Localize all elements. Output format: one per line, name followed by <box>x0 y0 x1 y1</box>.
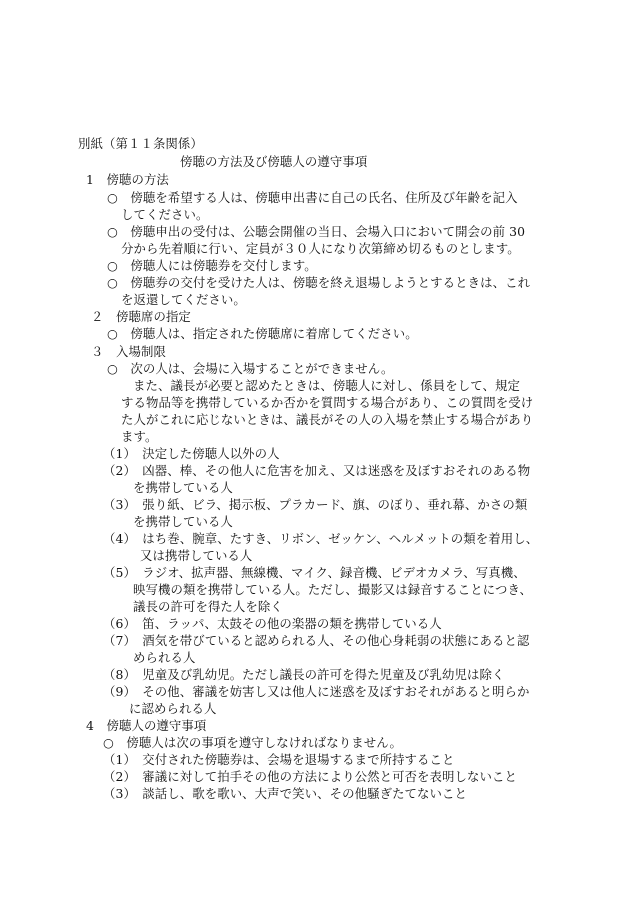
section-heading: 4 傍聴人の遵守事項 <box>86 718 207 733</box>
list-item-continuation: 映写機の類を携帯している人。ただし、撮影又は録音することにつき、 <box>133 582 532 597</box>
list-item-continuation: 又は携帯している人 <box>140 548 253 563</box>
list-item: （6） 笛、ラッパ、太鼓その他の楽器の類を携帯している人 <box>103 616 442 631</box>
body-line: ○ 傍聴人は、指定された傍聴席に着席してください。 <box>107 326 418 341</box>
list-item-continuation: を携帯している人 <box>133 480 233 495</box>
body-line: してください。 <box>121 207 209 222</box>
body-line: ○ 傍聴申出の受付は、公聴会開催の当日、会場入口において開会の前 30 <box>107 224 526 239</box>
body-line: ○ 傍聴券の交付を受けた人は、傍聴を終え退場しようとするときは、これ <box>107 275 531 290</box>
body-line: を返還してください。 <box>121 292 246 307</box>
list-item: （2） 審議に対して拍手その他の方法により公然と可否を表明しないこと <box>103 769 517 784</box>
list-item: （1） 決定した傍聴人以外の人 <box>103 446 280 461</box>
section-heading: ３ 入場制限 <box>91 344 166 359</box>
document-title: 傍聴の方法及び傍聴人の遵守事項 <box>180 154 368 169</box>
body-line: 分から先着順に行い、定員が３０人になり次第締め切るものとします。 <box>121 241 520 256</box>
attachment-label: 別紙（第１１条関係） <box>78 136 203 151</box>
list-item: （8） 児童及び乳幼児。ただし議長の許可を得た児童及び乳幼児は除く <box>103 667 505 682</box>
section-heading: ２ 傍聴席の指定 <box>91 309 191 324</box>
list-item: （4） はち巻、腕章、たすき、リボン、ゼッケン、ヘルメットの類を着用し、 <box>103 531 539 546</box>
body-line: ○ 傍聴人は次の事項を遵守しなければなりません。 <box>103 735 402 750</box>
body-line: ○ 傍聴人には傍聴券を交付します。 <box>107 258 317 273</box>
list-item: （9） その他、審議を妨害し又は他人に迷惑を及ぼすおそれがあると明らか <box>103 684 530 699</box>
list-item: （5） ラジオ、拡声器、無線機、マイク、録音機、ビデオカメラ、写真機、 <box>103 565 526 580</box>
list-item-continuation: に認められる人 <box>129 701 217 716</box>
body-line: ます。 <box>121 429 158 444</box>
list-item-continuation: 議長の許可を得た人を除く <box>133 599 283 614</box>
list-item-continuation: を携帯している人 <box>133 514 233 529</box>
body-line: する物品等を携帯しているか否かを質問する場合があり、この質問を受け <box>121 395 534 410</box>
body-line: また、議長が必要と認めたときは、傍聴人に対し、係員をして、規定 <box>133 378 520 393</box>
list-item: （1） 交付された傍聴券は、会場を退場するまで所持すること <box>103 752 455 767</box>
list-item-continuation: められる人 <box>133 650 196 665</box>
list-item: （2） 凶器、棒、その他人に危害を加え、又は迷惑を及ぼすおそれのある物 <box>103 463 531 478</box>
section-heading: 1 傍聴の方法 <box>86 172 169 187</box>
body-line: ○ 次の人は、会場に入場することができません。 <box>107 361 394 376</box>
body-line: た人がこれに応じないときは、議長がその人の入場を禁止する場合があり <box>121 412 534 427</box>
list-item: （3） 談話し、歌を歌い、大声で笑い、その他騒ぎたてないこと <box>103 786 468 801</box>
list-item: （3） 張り紙、ビラ、掲示板、プラカード、旗、のぼり、垂れ幕、かさの類 <box>103 497 528 512</box>
list-item: （7） 酒気を帯びていると認められる人、その他心身耗弱の状態にあると認 <box>103 633 530 648</box>
body-line: ○ 傍聴を希望する人は、傍聴申出書に自己の氏名、住所及び年齢を記入 <box>107 190 518 205</box>
